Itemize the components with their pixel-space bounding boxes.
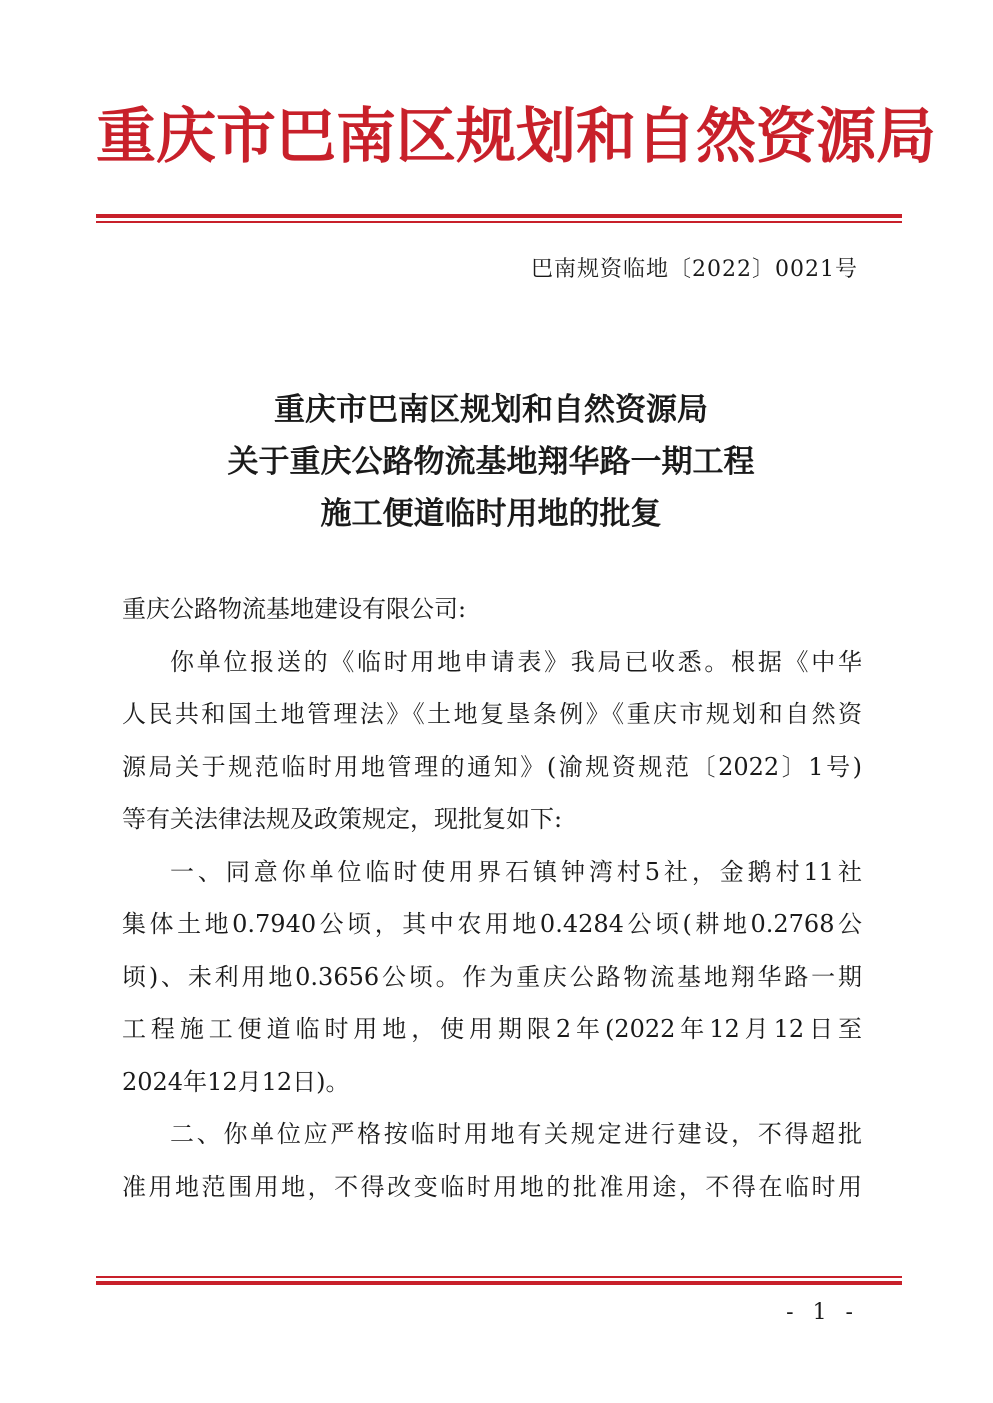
paragraph-2-line-4: 工程施工便道临时用地，使用期限2年(2022年12月12日至 bbox=[122, 1015, 862, 1043]
paragraph-2-line-5: 2024年12月12日)。 bbox=[122, 1067, 350, 1096]
masthead-org-name: 重庆市巴南区规划和自然资源局 bbox=[96, 102, 936, 172]
document-number: 巴南规资临地〔2022〕0021号 bbox=[531, 257, 858, 282]
paragraph-2-line-1: 一、同意你单位临时使用界石镇钟湾村5社，金鹅村11社 bbox=[170, 857, 862, 886]
addressee: 重庆公路物流基地建设有限公司: bbox=[122, 595, 467, 623]
footer-red-rule bbox=[96, 1276, 902, 1285]
title-line-1: 重庆市巴南区规划和自然资源局 bbox=[274, 392, 708, 428]
paragraph-3-line-2: 准用地范围用地，不得改变临时用地的批准用途，不得在临时用 bbox=[122, 1172, 862, 1201]
rule-thin-line bbox=[96, 221, 902, 223]
document-body bbox=[122, 583, 862, 1213]
paragraph-1-line-4: 等有关法律法规及政策规定，现批复如下: bbox=[122, 805, 563, 833]
rule-thick-line bbox=[96, 214, 902, 218]
masthead-red-rule bbox=[96, 214, 902, 223]
paragraph-3-line-1: 二、你单位应严格按临时用地有关规定进行建设，不得超批 bbox=[170, 1120, 862, 1148]
rule-thin-line bbox=[96, 1276, 902, 1278]
document-title bbox=[96, 384, 886, 540]
paragraph-1-line-3: 源局关于规范临时用地管理的通知》(渝规资规范〔2022〕1号) bbox=[122, 752, 862, 781]
paragraph-2-line-3: 顷)、未利用地0.3656公顷。作为重庆公路物流基地翔华路一期 bbox=[122, 962, 862, 991]
paragraph-2-line-2: 集体土地0.7940公顷，其中农用地0.4284公顷(耕地0.2768公 bbox=[122, 910, 862, 938]
title-line-2: 关于重庆公路物流基地翔华路一期工程 bbox=[227, 444, 755, 480]
rule-thick-line bbox=[96, 1281, 902, 1285]
page-number: - 1 - bbox=[786, 1300, 859, 1325]
paragraph-1-line-2: 人民共和国土地管理法》《土地复垦条例》《重庆市规划和自然资 bbox=[122, 700, 862, 728]
title-line-3: 施工便道临时用地的批复 bbox=[320, 496, 662, 532]
paragraph-1-line-1: 你单位报送的《临时用地申请表》我局已收悉。根据《中华 bbox=[170, 647, 862, 676]
